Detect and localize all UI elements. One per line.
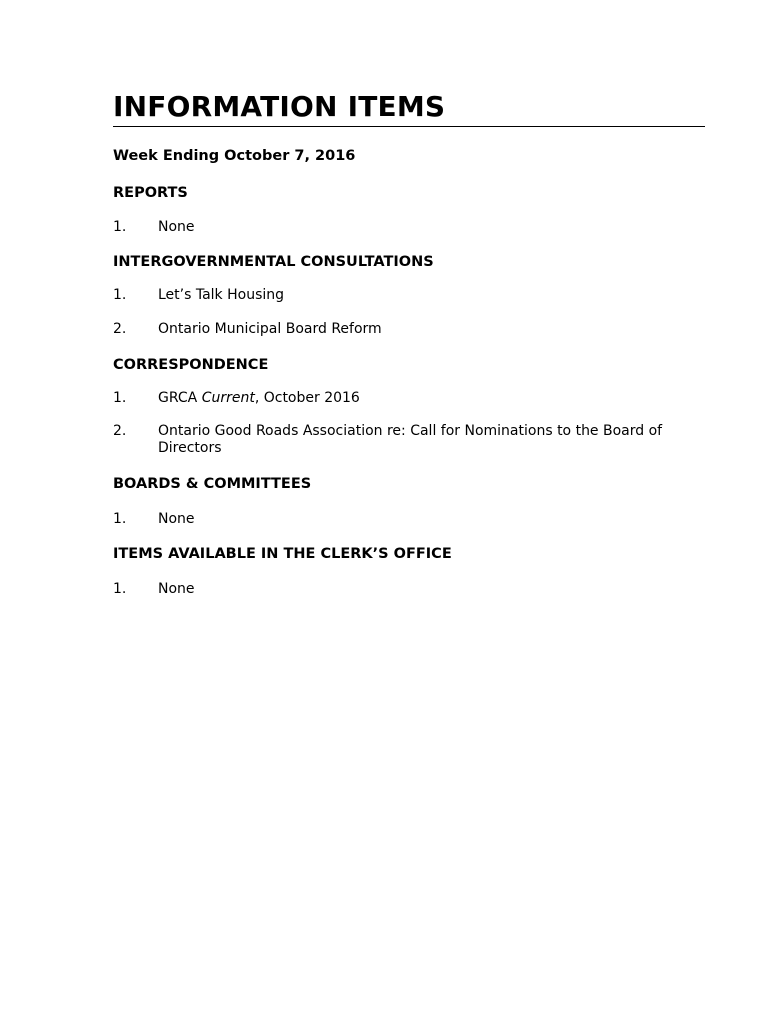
section-correspondence bbox=[113, 356, 705, 457]
item-number: 1. bbox=[113, 287, 127, 303]
item-text-italic: Current bbox=[201, 390, 255, 406]
item-text-prefix: GRCA bbox=[158, 390, 202, 406]
section-clerks-office bbox=[113, 545, 705, 598]
list-item bbox=[113, 219, 705, 236]
section-heading-correspondence: CORRESPONDENCE bbox=[113, 357, 269, 373]
list-item bbox=[113, 511, 705, 528]
item-text: Ontario Municipal Board Reform bbox=[158, 321, 382, 337]
item-number: 1. bbox=[113, 511, 127, 527]
item-number: 2. bbox=[113, 423, 127, 439]
item-number: 1. bbox=[113, 390, 127, 406]
item-text: None bbox=[158, 581, 195, 597]
item-text: Ontario Good Roads Association re: Call for Nominations to the Board of Directors bbox=[158, 423, 663, 456]
section-intergovernmental-consultations bbox=[113, 253, 705, 338]
item-text: None bbox=[158, 219, 195, 235]
section-heading-intergovernmental: INTERGOVERNMENTAL CONSULTATIONS bbox=[113, 254, 434, 270]
item-number: 1. bbox=[113, 581, 127, 597]
item-text: None bbox=[158, 511, 195, 527]
item-text bbox=[158, 390, 705, 407]
week-ending-date: Week Ending October 7, 2016 bbox=[113, 148, 356, 164]
item-text-suffix: , October 2016 bbox=[254, 390, 360, 406]
section-heading-boards: BOARDS & COMMITTEES bbox=[113, 476, 312, 492]
item-number: 1. bbox=[113, 219, 127, 235]
document-title: INFORMATION ITEMS bbox=[113, 88, 705, 127]
section-heading-clerks-office: ITEMS AVAILABLE IN THE CLERK’S OFFICE bbox=[113, 546, 452, 562]
item-text: Let’s Talk Housing bbox=[158, 287, 285, 303]
list-item bbox=[113, 321, 705, 338]
list-item bbox=[113, 390, 705, 407]
list-item bbox=[113, 287, 705, 304]
section-boards-committees bbox=[113, 475, 705, 528]
document-page bbox=[113, 88, 705, 598]
item-number: 2. bbox=[113, 321, 127, 337]
list-item bbox=[113, 423, 705, 457]
section-reports bbox=[113, 184, 705, 236]
list-item bbox=[113, 581, 705, 598]
section-heading-reports: REPORTS bbox=[113, 185, 188, 201]
